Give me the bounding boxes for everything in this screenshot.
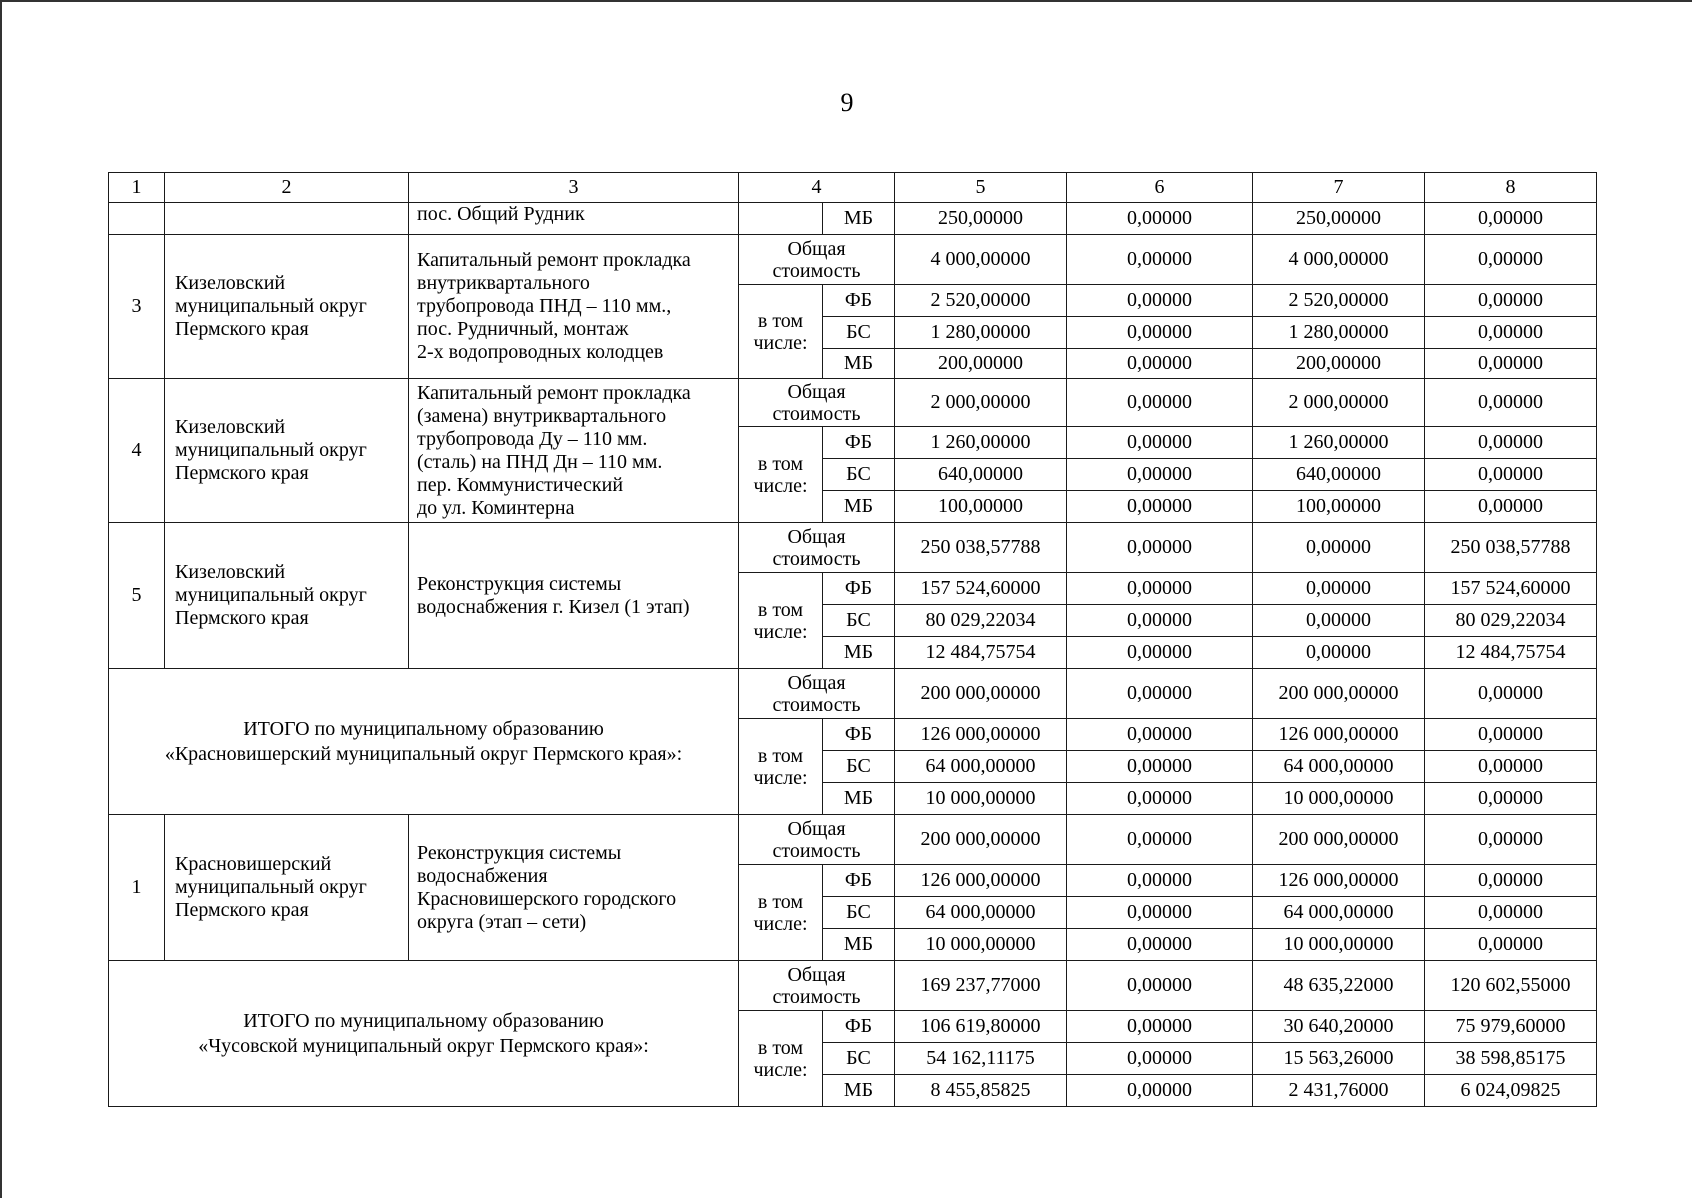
cont-empty-cell xyxy=(739,203,823,235)
fb-value: 0,00000 xyxy=(1425,865,1597,897)
including-label: в том числе: xyxy=(739,1011,823,1107)
fb-value: 0,00000 xyxy=(1425,427,1597,459)
mb-value: 10 000,00000 xyxy=(1253,783,1425,815)
mb-value: 6 024,09825 xyxy=(1425,1075,1597,1107)
mb-value: 0,00000 xyxy=(1067,1075,1253,1107)
bs-value: 0,00000 xyxy=(1067,459,1253,491)
fb-value: 0,00000 xyxy=(1425,719,1597,751)
mb-value: 0,00000 xyxy=(1067,929,1253,961)
total-cost-value: 0,00000 xyxy=(1067,523,1253,573)
row-number-cell: 1 xyxy=(109,815,165,961)
row-number-cell: 5 xyxy=(109,523,165,669)
total-cost-value: 200 000,00000 xyxy=(895,669,1067,719)
header-cell-5: 5 xyxy=(895,173,1067,203)
row-number-cell: 3 xyxy=(109,235,165,379)
bs-value: 64 000,00000 xyxy=(895,897,1067,929)
fb-value: 0,00000 xyxy=(1253,573,1425,605)
total-cost-value: 169 237,77000 xyxy=(895,961,1067,1011)
table-row xyxy=(109,961,1597,1011)
cont-source-cell: МБ xyxy=(823,203,895,235)
fb-value: 30 640,20000 xyxy=(1253,1011,1425,1043)
cont-object-cell: пос. Общий Рудник xyxy=(409,203,739,235)
fb-value: 0,00000 xyxy=(1067,719,1253,751)
bs-value: 0,00000 xyxy=(1067,897,1253,929)
total-cost-value: 2 000,00000 xyxy=(895,379,1067,427)
mb-value: 0,00000 xyxy=(1067,349,1253,379)
total-cost-value: 120 602,55000 xyxy=(1425,961,1597,1011)
source-label-mb: МБ xyxy=(823,1075,895,1107)
municipality-cell: Кизеловский муниципальный округ Пермского края xyxy=(165,235,409,379)
total-cost-value: 200 000,00000 xyxy=(1253,669,1425,719)
source-label-mb: МБ xyxy=(823,637,895,669)
header-cell-3: 3 xyxy=(409,173,739,203)
bs-value: 64 000,00000 xyxy=(1253,897,1425,929)
total-cost-label: Общая стоимость xyxy=(739,815,895,865)
fb-value: 157 524,60000 xyxy=(895,573,1067,605)
including-label: в том числе: xyxy=(739,285,823,379)
bs-value: 54 162,11175 xyxy=(895,1043,1067,1075)
continuation-row xyxy=(109,203,1597,235)
source-label-bs: БС xyxy=(823,605,895,637)
fb-value: 126 000,00000 xyxy=(895,719,1067,751)
total-cost-value: 0,00000 xyxy=(1067,961,1253,1011)
total-cost-value: 4 000,00000 xyxy=(895,235,1067,285)
bs-value: 80 029,22034 xyxy=(1425,605,1597,637)
source-label-fb: ФБ xyxy=(823,719,895,751)
object-cell: Реконструкция системы водоснабжения Красновишерского городского округа (этап – сети) xyxy=(409,815,739,961)
header-cell-1: 1 xyxy=(109,173,165,203)
fb-value: 126 000,00000 xyxy=(895,865,1067,897)
mb-value: 8 455,85825 xyxy=(895,1075,1067,1107)
total-cost-value: 0,00000 xyxy=(1067,815,1253,865)
mb-value: 200,00000 xyxy=(895,349,1067,379)
fb-value: 0,00000 xyxy=(1067,573,1253,605)
total-label-cell: ИТОГО по муниципальному образованию «Красновишерский муниципальный округ Пермского края»: xyxy=(109,669,739,815)
cont-value-5: 250,00000 xyxy=(895,203,1067,235)
fb-value: 0,00000 xyxy=(1067,1011,1253,1043)
total-label-cell: ИТОГО по муниципальному образованию «Чусовской муниципальный округ Пермского края»: xyxy=(109,961,739,1107)
fb-value: 0,00000 xyxy=(1425,285,1597,317)
total-cost-label: Общая стоимость xyxy=(739,669,895,719)
bs-value: 0,00000 xyxy=(1425,459,1597,491)
fb-value: 157 524,60000 xyxy=(1425,573,1597,605)
header-row xyxy=(109,173,1597,203)
mb-value: 200,00000 xyxy=(1253,349,1425,379)
total-cost-label: Общая стоимость xyxy=(739,235,895,285)
table-row xyxy=(109,235,1597,285)
mb-value: 12 484,75754 xyxy=(895,637,1067,669)
source-label-mb: МБ xyxy=(823,491,895,523)
including-label: в том числе: xyxy=(739,719,823,815)
total-cost-label: Общая стоимость xyxy=(739,379,895,427)
bs-value: 1 280,00000 xyxy=(895,317,1067,349)
total-cost-value: 0,00000 xyxy=(1067,235,1253,285)
including-label: в том числе: xyxy=(739,427,823,523)
total-cost-value: 250 038,57788 xyxy=(1425,523,1597,573)
total-cost-value: 0,00000 xyxy=(1425,669,1597,719)
bs-value: 38 598,85175 xyxy=(1425,1043,1597,1075)
row-number-cell: 4 xyxy=(109,379,165,523)
table-row xyxy=(109,815,1597,865)
bs-value: 0,00000 xyxy=(1067,605,1253,637)
source-label-bs: БС xyxy=(823,317,895,349)
header-cell-2: 2 xyxy=(165,173,409,203)
mb-value: 10 000,00000 xyxy=(1253,929,1425,961)
cont-num-cell xyxy=(109,203,165,235)
mb-value: 0,00000 xyxy=(1425,349,1597,379)
total-cost-label: Общая стоимость xyxy=(739,523,895,573)
total-cost-value: 200 000,00000 xyxy=(1253,815,1425,865)
total-cost-value: 48 635,22000 xyxy=(1253,961,1425,1011)
bs-value: 15 563,26000 xyxy=(1253,1043,1425,1075)
object-cell: Реконструкция системы водоснабжения г. Кизел (1 этап) xyxy=(409,523,739,669)
fb-value: 75 979,60000 xyxy=(1425,1011,1597,1043)
source-label-bs: БС xyxy=(823,459,895,491)
including-label: в том числе: xyxy=(739,865,823,961)
bs-value: 64 000,00000 xyxy=(1253,751,1425,783)
header-cell-4: 4 xyxy=(739,173,895,203)
source-label-fb: ФБ xyxy=(823,1011,895,1043)
mb-value: 0,00000 xyxy=(1067,491,1253,523)
cont-value-7: 250,00000 xyxy=(1253,203,1425,235)
total-cost-value: 0,00000 xyxy=(1425,235,1597,285)
bs-value: 640,00000 xyxy=(1253,459,1425,491)
bs-value: 0,00000 xyxy=(1067,317,1253,349)
mb-value: 12 484,75754 xyxy=(1425,637,1597,669)
total-cost-value: 200 000,00000 xyxy=(895,815,1067,865)
total-cost-value: 2 000,00000 xyxy=(1253,379,1425,427)
municipality-cell: Кизеловский муниципальный округ Пермского края xyxy=(165,523,409,669)
header-cell-6: 6 xyxy=(1067,173,1253,203)
bs-value: 64 000,00000 xyxy=(895,751,1067,783)
header-cell-8: 8 xyxy=(1425,173,1597,203)
source-label-fb: ФБ xyxy=(823,573,895,605)
mb-value: 0,00000 xyxy=(1067,637,1253,669)
bs-value: 0,00000 xyxy=(1425,317,1597,349)
source-label-fb: ФБ xyxy=(823,427,895,459)
cont-value-8: 0,00000 xyxy=(1425,203,1597,235)
bs-value: 0,00000 xyxy=(1425,897,1597,929)
bs-value: 0,00000 xyxy=(1425,751,1597,783)
source-label-bs: БС xyxy=(823,897,895,929)
fb-value: 0,00000 xyxy=(1067,427,1253,459)
mb-value: 0,00000 xyxy=(1425,491,1597,523)
mb-value: 0,00000 xyxy=(1067,783,1253,815)
bs-value: 640,00000 xyxy=(895,459,1067,491)
fb-value: 126 000,00000 xyxy=(1253,865,1425,897)
source-label-fb: ФБ xyxy=(823,865,895,897)
source-label-bs: БС xyxy=(823,1043,895,1075)
mb-value: 10 000,00000 xyxy=(895,929,1067,961)
total-cost-value: 0,00000 xyxy=(1067,379,1253,427)
total-cost-value: 4 000,00000 xyxy=(1253,235,1425,285)
cont-value-6: 0,00000 xyxy=(1067,203,1253,235)
cont-municipality-cell xyxy=(165,203,409,235)
total-cost-value: 0,00000 xyxy=(1067,669,1253,719)
source-label-mb: МБ xyxy=(823,783,895,815)
fb-value: 1 260,00000 xyxy=(895,427,1067,459)
total-cost-value: 0,00000 xyxy=(1425,379,1597,427)
fb-value: 106 619,80000 xyxy=(895,1011,1067,1043)
bs-value: 0,00000 xyxy=(1067,1043,1253,1075)
total-cost-value: 0,00000 xyxy=(1253,523,1425,573)
mb-value: 10 000,00000 xyxy=(895,783,1067,815)
total-cost-value: 250 038,57788 xyxy=(895,523,1067,573)
bs-value: 80 029,22034 xyxy=(895,605,1067,637)
mb-value: 2 431,76000 xyxy=(1253,1075,1425,1107)
object-cell: Капитальный ремонт прокладка внутриквартального трубопровода ПНД – 110 мм., пос. Рудничный, монтаж 2-х водопроводных колодцев xyxy=(409,235,739,379)
table-row xyxy=(109,523,1597,573)
source-label-mb: МБ xyxy=(823,349,895,379)
header-cell-7: 7 xyxy=(1253,173,1425,203)
table-row xyxy=(109,379,1597,427)
total-cost-value: 0,00000 xyxy=(1425,815,1597,865)
mb-value: 0,00000 xyxy=(1425,783,1597,815)
fb-value: 126 000,00000 xyxy=(1253,719,1425,751)
mb-value: 0,00000 xyxy=(1425,929,1597,961)
fb-value: 1 260,00000 xyxy=(1253,427,1425,459)
total-cost-label: Общая стоимость xyxy=(739,961,895,1011)
mb-value: 100,00000 xyxy=(1253,491,1425,523)
fb-value: 2 520,00000 xyxy=(895,285,1067,317)
bs-value: 0,00000 xyxy=(1067,751,1253,783)
fb-value: 0,00000 xyxy=(1067,285,1253,317)
bs-value: 0,00000 xyxy=(1253,605,1425,637)
municipality-cell: Кизеловский муниципальный округ Пермского края xyxy=(165,379,409,523)
fb-value: 0,00000 xyxy=(1067,865,1253,897)
source-label-bs: БС xyxy=(823,751,895,783)
table-body xyxy=(109,173,1597,1107)
source-label-fb: ФБ xyxy=(823,285,895,317)
source-label-mb: МБ xyxy=(823,929,895,961)
table-row xyxy=(109,669,1597,719)
financing-table xyxy=(108,172,1597,1107)
object-cell: Капитальный ремонт прокладка (замена) внутриквартального трубопровода Ду – 110 мм. (сталь) на ПНД Дн – 110 мм. пер. Коммунистический до ул. Коминтерна xyxy=(409,379,739,523)
page-number: 9 xyxy=(840,88,854,117)
including-label: в том числе: xyxy=(739,573,823,669)
fb-value: 2 520,00000 xyxy=(1253,285,1425,317)
mb-value: 0,00000 xyxy=(1253,637,1425,669)
mb-value: 100,00000 xyxy=(895,491,1067,523)
municipality-cell: Красновишерский муниципальный округ Пермского края xyxy=(165,815,409,961)
bs-value: 1 280,00000 xyxy=(1253,317,1425,349)
